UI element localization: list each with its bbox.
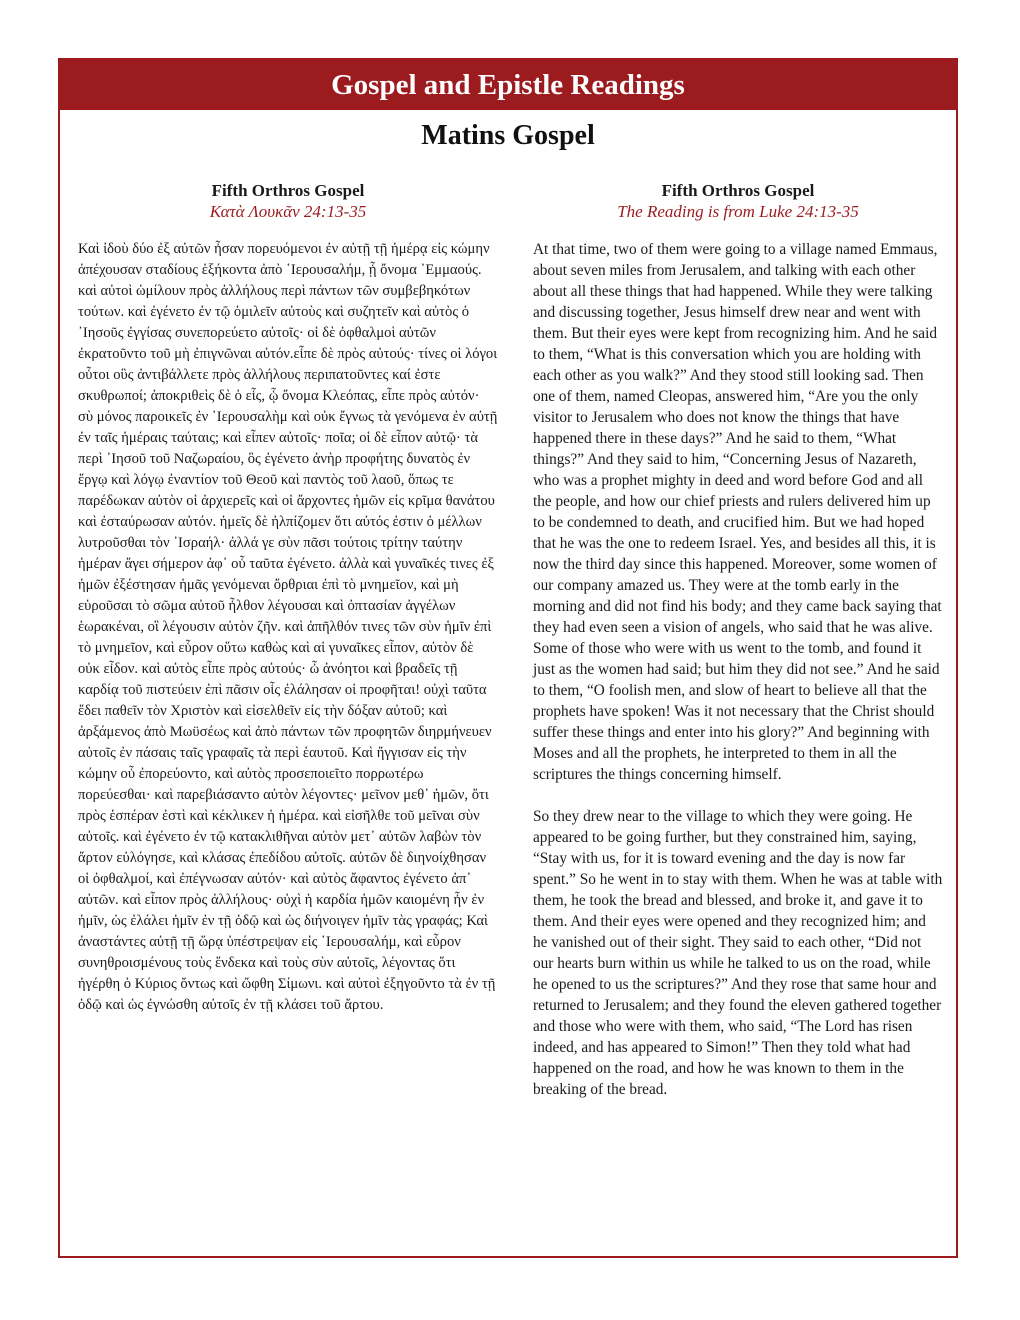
greek-reading-text: Καὶ ἰδοὺ δύο ἐξ αὐτῶν ἦσαν πορευόμενοι ἐν αὐτῇ τῇ ἡμέρᾳ εἰς κώμην ἀπέχουσαν σταδίους ἑξήκοντα ἀπὸ ῾Ιερουσαλήμ, ᾗ ὄνομα ᾿Εμμαούς. καὶ αὐτοὶ ὡμίλουν πρὸς ἀλλήλους περὶ πάντων τῶν συμβεβηκότων τούτων. καὶ ἐγένετο ἐν τῷ ὁμιλεῖν αὐτοὺς καὶ συζητεῖν καὶ αὐτὸς ὁ ᾿Ιησοῦς ἐγγίσας συνεπορεύετο αὐτοῖς· οἱ δὲ ὀφθαλμοὶ αὐτῶν ἐκρατοῦντο τοῦ μὴ ἐπιγνῶναι αὐτόν.εἶπε δὲ πρὸς αὐτούς· τίνες οἱ λόγοι οὗτοι οὓς ἀντιβάλλετε πρὸς ἀλλήλους περιπατοῦντες καί ἐστε σκυθρωποί; ἀποκριθεὶς δὲ ὁ εἷς, ᾧ ὄνομα Κλεόπας, εἶπε πρὸς αὐτόν· σὺ μόνος παροικεῖς ἐν ῾Ιερουσαλὴμ καὶ οὐκ ἔγνως τὰ γενόμενα ἐν αὐτῇ ἐν ταῖς ἡμέραις ταύταις; καὶ εἶπεν αὐτοῖς· ποῖα; οἱ δὲ εἶπον αὐτῷ· τὰ περὶ ᾿Ιησοῦ τοῦ Ναζωραίου, ὃς ἐγένετο ἀνὴρ προφήτης δυνατὸς ἐν ἔργῳ καὶ λόγῳ ἐναντίον τοῦ Θεοῦ καὶ παντὸς τοῦ λαοῦ, ὅπως τε παρέδωκαν αὐτὸν οἱ ἀρχιερεῖς καὶ οἱ ἄρχοντες ἡμῶν εἰς κρῖμα θανάτου καὶ ἐσταύρωσαν αὐτόν. ἡμεῖς δὲ ἠλπίζομεν ὅτι αὐτός ἐστιν ὁ μέλλων λυτροῦσθαι τὸν ᾿Ισραήλ· ἀλλά γε σὺν πᾶσι τούτοις τρίτην ταύτην ἡμέραν ἄγει σήμερον ἀφ᾿ οὗ ταῦτα ἐγένετο. ἀλλὰ καὶ γυναῖκές τινες ἐξ ἡμῶν ἐξέστησαν ἡμᾶς γενόμεναι ὄρθριαι ἐπὶ τὸ μνημεῖον, καὶ μὴ εὑροῦσαι τὸ σῶμα αὐτοῦ ἦλθον λέγουσαι καὶ ὀπτασίαν ἀγγέλων ἑωρακέναι, οἳ λέγουσιν αὐτὸν ζῆν. καὶ ἀπῆλθόν τινες τῶν σὺν ἡμῖν ἐπὶ τὸ μνημεῖον, καὶ εὗρον οὕτω καθὼς καὶ αἱ γυναῖκες εἶπον, αὐτὸν δὲ οὐκ εἶδον. καὶ αὐτὸς εἶπε πρὸς αὐτούς· ὦ ἀνόητοι καὶ βραδεῖς τῇ καρδίᾳ τοῦ πιστεύειν ἐπὶ πᾶσιν οἷς ἐλάλησαν οἱ προφῆται! οὐχὶ ταῦτα ἔδει παθεῖν τὸν Χριστὸν καὶ εἰσελθεῖν εἰς τὴν δόξαν αὐτοῦ; καὶ ἀρξάμενος ἀπὸ Μωϋσέως καὶ ἀπὸ πάντων τῶν προφητῶν διηρμήνευεν αὐτοῖς ἐν πάσαις ταῖς γραφαῖς τὰ περὶ ἑαυτοῦ. Καὶ ἤγγισαν εἰς τὴν κώμην οὗ ἐπορεύοντο, καὶ αὐτὸς προσεποιεῖτο πορρωτέρω πορεύεσθαι· καὶ παρεβιάσαντο αὐτὸν λέγοντες· μεῖνον μεθ᾿ ἡμῶν, ὅτι πρὸς ἑσπέραν ἐστὶ καὶ κέκλικεν ἡ ἡμέρα. καὶ εἰσῆλθε τοῦ μεῖναι σὺν αὐτοῖς. καὶ ἐγένετο ἐν τῷ κατακλιθῆναι αὐτὸν μετ᾿ αὐτῶν λαβὼν τὸν ἄρτον εὐλόγησε, καὶ κλάσας ἐπεδίδου αὐτοῖς. αὐτῶν δὲ διηνοίχθησαν οἱ ὀφθαλμοί, καὶ ἐπέγνωσαν αὐτόν· καὶ αὐτὸς ἄφαντος ἐγένετο ἀπ᾿ αὐτῶν. καὶ εἶπον πρὸς ἀλλήλους· οὐχὶ ἡ καρδία ἡμῶν καιομένη ἦν ἐν ἡμῖν, ὡς ἐλάλει ἡμῖν ἐν τῇ ὁδῷ καὶ ὡς διήνοιγεν ἡμῖν τὰς γραφάς; Καὶ ἀναστάντες αὐτῇ τῇ ὥρᾳ ὑπέστρεψαν εἰς ῾Ιερουσαλήμ, καὶ εὗρον συνηθροισμένους τοὺς ἕνδεκα καὶ τοὺς σὺν αὐτοῖς, λέγοντας ὅτι ἠγέρθη ὁ Κύριος ὄντως καὶ ὤφθη Σίμωνι. καὶ αὐτοὶ ἐξηγοῦντο τὰ ἐν τῇ ὁδῷ καὶ ὡς ἐγνώσθη αὐτοῖς ἐν τῇ κλάσει τοῦ ἄρτου. bbox=[78, 241, 498, 1013]
english-column-heading: Fifth Orthros Gospel bbox=[661, 181, 815, 200]
english-column bbox=[533, 180, 943, 1100]
page-frame bbox=[58, 58, 958, 1258]
paragraph-spacer bbox=[533, 785, 943, 806]
greek-column-reference: Κατὰ Λουκᾶν 24:13-35 bbox=[209, 202, 367, 221]
greek-column-heading: Fifth Orthros Gospel bbox=[211, 181, 365, 200]
english-reading-paragraph-2: So they drew near to the village to which they were going. He appeared to be going further, but they constrained him, saying, “Stay with us, for it is toward evening and the day is now far spent.” So he went in to stay with them. When he was at table with them, he took the bread and blessed, and broke it, and gave it to them. And their eyes were opened and they recognized him; and he vanished out of their sight. They said to each other, “Did not our hearts burn within us while he talked to us on the road, while he opened to us the scriptures?” And they rose that same hour and returned to Jerusalem; and they found the eleven gathered together and those who were with them, who said, “The Lord has risen indeed, and has appeared to Simon!” Then they told what had happened on the road, and how he was known to them in the breaking of the bread. bbox=[533, 808, 943, 1098]
greek-column bbox=[78, 180, 498, 1016]
english-column-reference: The Reading is from Luke 24:13-35 bbox=[617, 202, 859, 221]
english-reading-paragraph-1: At that time, two of them were going to a village named Emmaus, about seven miles from Jerusalem, and talking with each other about all these things that had happened. While they were talking and discussing together, Jesus himself drew near and went with them. But their eyes were kept from recognizing him. And he said to them, “What is this conversation which you are holding with each other as you walk?” And they stood still looking sad. Then one of them, named Cleopas, answered him, “Are you the only visitor to Jerusalem who does not know the things that have happened there in these days?” And he said to them, “What things?” And they said to him, “Concerning Jesus of Nazareth, who was a prophet mighty in deed and word before God and all the people, and how our chief priests and rulers delivered him up to be condemned to death, and crucified him. But we had hoped that he was the one to redeem Israel. Yes, and besides all this, it is now the third day since this happened. Moreover, some women of our company amazed us. They were at the tomb early in the morning and did not find his body; and they came back saying that they had even seen a vision of angels, who said that he was alive. Some of those who were with us went to the tomb, and found it just as the women had said; but him they did not see.” And he said to them, “O foolish men, and slow of heart to believe all that the prophets have spoken! Was it not necessary that the Christ should suffer these things and enter into his glory?” And beginning with Moses and all the prophets, he interpreted to them in all the scriptures the things concerning himself. bbox=[533, 241, 942, 783]
page-banner: Gospel and Epistle Readings bbox=[60, 60, 956, 110]
section-title: Matins Gospel bbox=[421, 120, 595, 151]
